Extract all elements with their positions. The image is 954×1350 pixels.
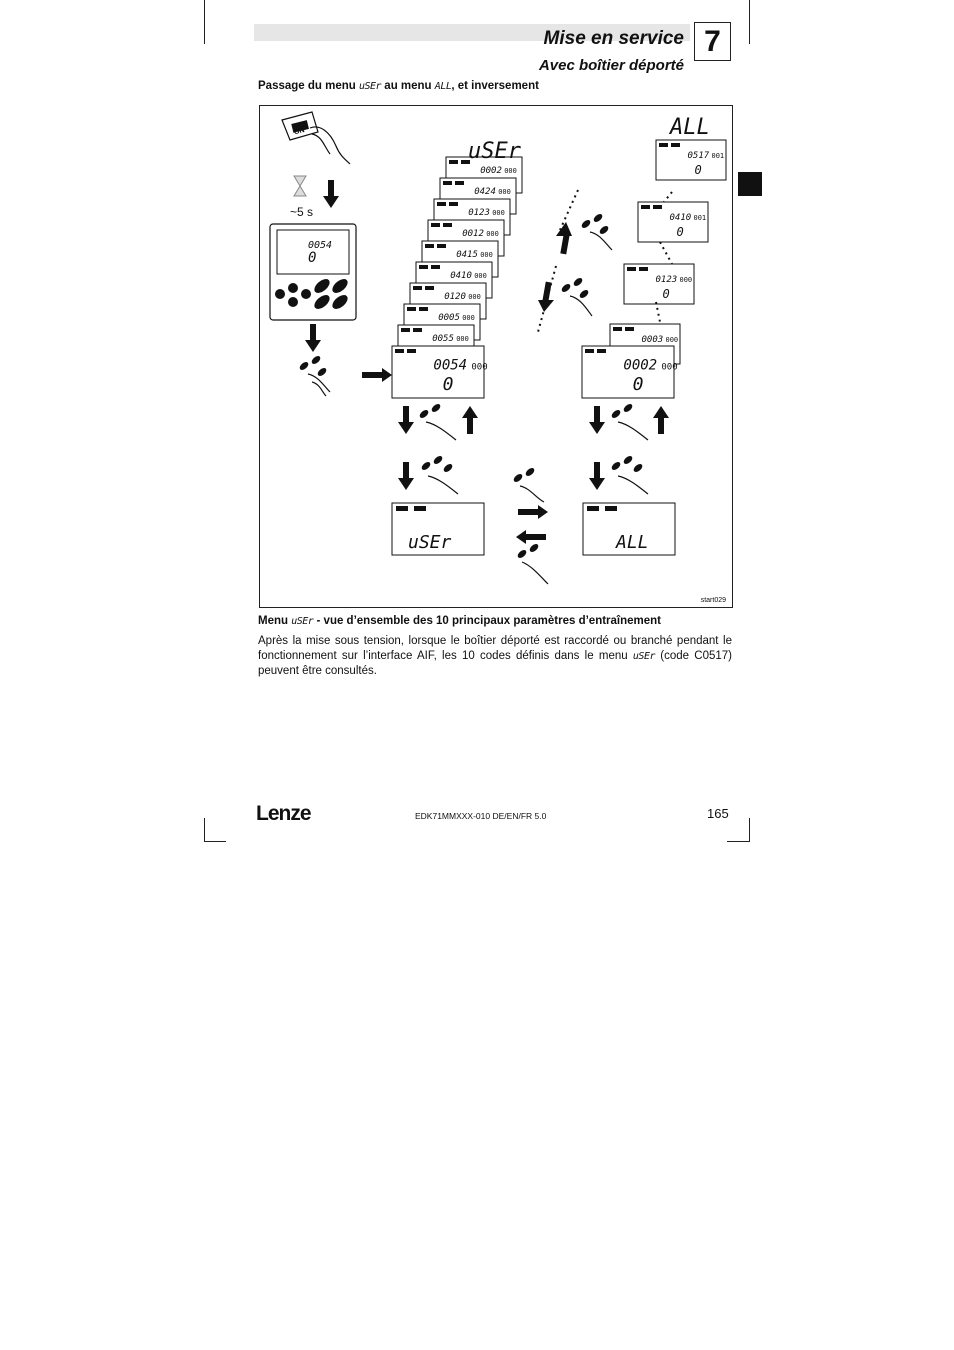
user-menu-display [392, 503, 484, 555]
lcd-value: 0 [632, 374, 644, 396]
lcd-display [624, 264, 694, 304]
all-menu-display-stack [582, 140, 726, 398]
figure-drawing [260, 106, 732, 607]
lcd-code: 0054 [433, 357, 468, 374]
all-menu-display [583, 503, 675, 555]
page-number: 165 [707, 806, 729, 821]
lcd-code: 0002 [480, 166, 502, 177]
right-arrow-icon [362, 368, 392, 382]
hand-press-icon [298, 354, 330, 396]
caption-middle: au menu [384, 80, 432, 92]
lcd-code: 0517 [687, 151, 710, 161]
down-arrow-icon [305, 324, 321, 352]
down-arrow-icon [589, 462, 605, 490]
lcd-code: 0120 [444, 292, 466, 303]
hand-press-icon [580, 212, 612, 250]
lcd-subcode: 000 [498, 188, 511, 197]
down-arrow-icon [323, 180, 339, 208]
keypad-device [270, 224, 356, 320]
para-menu: uSEr [632, 651, 655, 662]
big-user-label: uSEr [468, 139, 521, 164]
lcd-subcode: 000 [492, 209, 505, 218]
hand-press-icon [610, 454, 648, 494]
up-arrow-icon [653, 406, 669, 434]
crop-mark [727, 841, 749, 842]
figure-caption [258, 80, 539, 92]
lcd-value: 0 [676, 225, 684, 239]
lcd-code: 0415 [456, 250, 478, 261]
dotted-transition-line [560, 190, 578, 230]
page-title: Mise en service [543, 28, 684, 49]
hand-press-icon [560, 276, 592, 316]
lenze-logo: Lenze [256, 802, 311, 825]
hourglass-icon [294, 176, 306, 196]
heading-prefix: Menu [258, 615, 289, 627]
dotted-transition-line [656, 302, 660, 322]
lcd-subcode: 000 [474, 272, 487, 281]
crop-mark [749, 0, 750, 44]
down-arrow-icon [589, 406, 605, 434]
heading-menu: uSEr [291, 616, 314, 627]
chapter-thumb-tab [738, 172, 762, 196]
big-all-label: ALL [670, 115, 710, 140]
crop-mark [204, 841, 226, 842]
lcd-subcode: 000 [679, 276, 693, 284]
figure-id: start029 [700, 597, 726, 604]
caption-suffix: , et inversement [451, 80, 539, 92]
para-end: (code C0517) peuvent être consultés. [258, 650, 732, 677]
lcd-display [656, 140, 726, 180]
lcd-display [582, 346, 678, 398]
lcd-subcode: 001 [711, 152, 725, 160]
lcd-code: 0424 [474, 187, 496, 198]
caption-menu-all: ALL [434, 81, 452, 92]
menu-navigation-figure [259, 105, 733, 608]
lcd-code: 0055 [432, 334, 454, 345]
page-subtitle: Avec boîtier déporté [538, 57, 684, 74]
lcd-subcode: 000 [661, 362, 678, 373]
lcd-code: 0123 [468, 208, 490, 219]
down-arrow-icon [398, 406, 414, 434]
lcd-code: 0002 [623, 357, 658, 374]
lcd-subcode: 001 [693, 214, 707, 222]
lcd-subcode: 000 [471, 362, 488, 373]
heading-suffix: - vue d’ensemble des 10 principaux paramètres d’entraînement [313, 615, 662, 627]
lcd-code: 0005 [438, 313, 460, 324]
lcd-code: 0012 [462, 229, 484, 240]
lcd-subcode: 000 [468, 293, 481, 302]
delay-label: ~5 s [290, 205, 314, 219]
section-heading [258, 615, 661, 627]
all-menu-label: ALL [616, 532, 649, 553]
left-arrow-icon [516, 530, 546, 544]
hand-press-icon [610, 402, 648, 440]
lcd-code: 0410 [669, 213, 692, 223]
lcd-value: 0 [694, 163, 702, 177]
lcd-code: 0123 [655, 275, 678, 285]
user-menu-display-stack [392, 157, 522, 398]
crop-mark [749, 818, 750, 842]
hand-press-icon [420, 454, 458, 494]
down-arrow-icon [398, 462, 414, 490]
lcd-subcode: 000 [486, 230, 499, 239]
crop-mark [204, 0, 205, 44]
dotted-transition-line [660, 242, 672, 264]
lcd-subcode: 000 [456, 335, 469, 344]
para-start: Après la mise sous tension, lorsque le boîtier déporté est raccordé ou branché pendant le fonctionnement sur l’interface AIF, les 10 codes définis dans le menu [258, 635, 732, 662]
caption-menu-user: uSEr [359, 81, 382, 92]
lcd-value: 0 [442, 374, 454, 396]
lcd-subcode: 000 [504, 167, 517, 176]
lcd-subcode: 000 [665, 336, 679, 344]
svg-text:0054: 0054 [308, 240, 333, 251]
chapter-number: 7 [694, 22, 731, 61]
down-arrow-icon [538, 282, 554, 312]
body-paragraph [258, 634, 732, 679]
crop-mark [204, 818, 205, 842]
dotted-transition-line [664, 192, 672, 202]
lcd-display [638, 202, 708, 242]
power-on-illustration [282, 112, 350, 164]
on-key-label: ON [293, 127, 306, 137]
lcd-value: 0 [662, 287, 670, 301]
hand-press-icon [516, 542, 548, 584]
hand-press-icon [512, 466, 544, 502]
up-arrow-icon [556, 222, 572, 254]
lcd-subcode: 000 [462, 314, 475, 323]
user-menu-label: uSEr [408, 532, 452, 553]
lcd-subcode: 000 [480, 251, 493, 260]
svg-text:0: 0 [308, 250, 317, 266]
caption-prefix: Passage du menu [258, 80, 356, 92]
right-arrow-icon [518, 505, 548, 519]
lcd-display [392, 346, 488, 398]
document-reference: EDK71MMXXX-010 DE/EN/FR 5.0 [415, 811, 547, 821]
hand-press-icon [418, 402, 456, 440]
lcd-code: 0410 [450, 271, 472, 282]
up-arrow-icon [462, 406, 478, 434]
lcd-code: 0003 [641, 335, 664, 345]
